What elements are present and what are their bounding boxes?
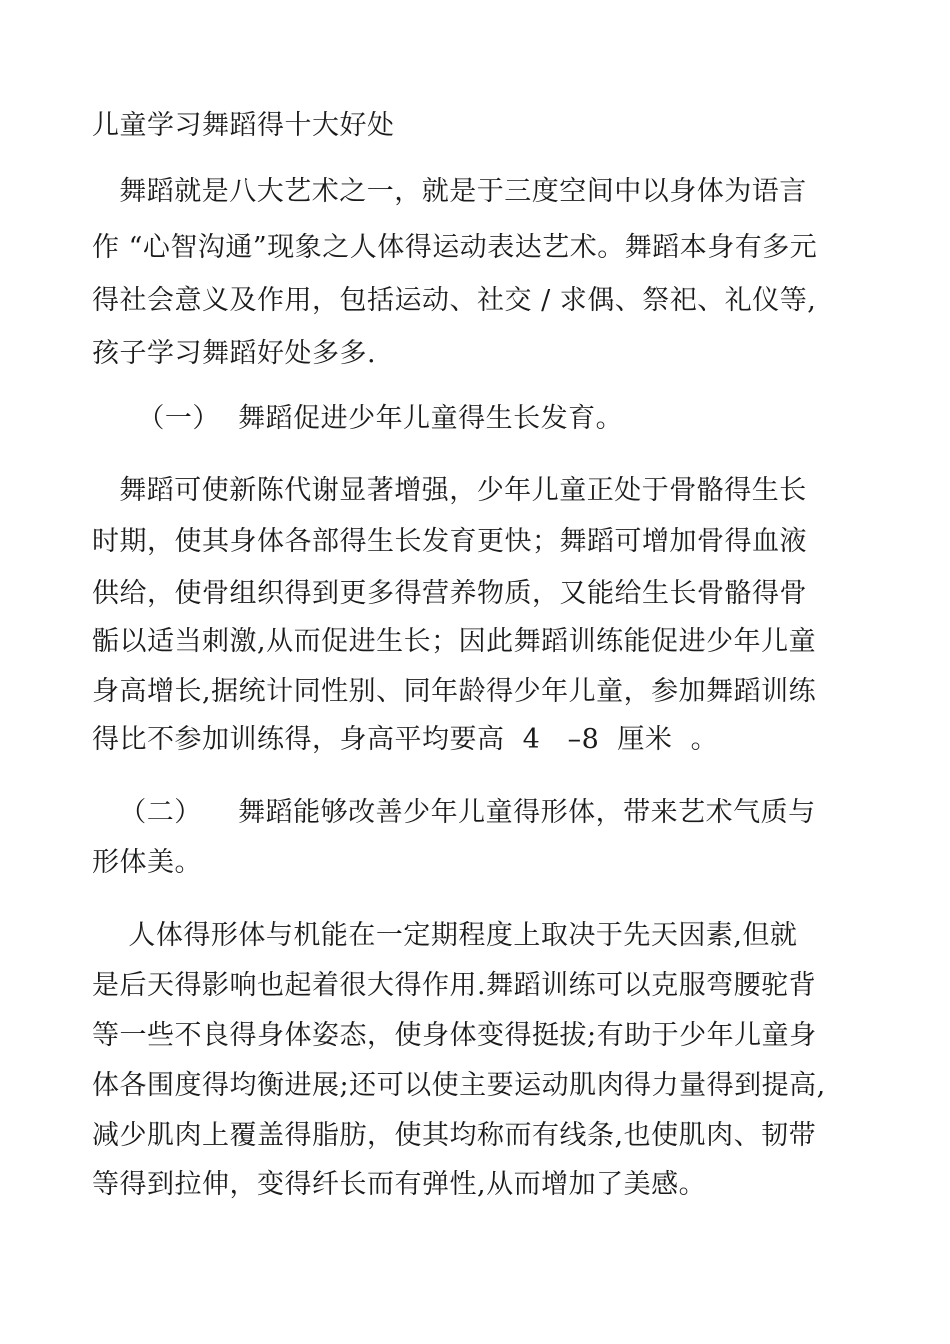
section-2-heading-line-2: 形体美。	[92, 847, 202, 878]
section-1-line-3: 供给，使骨组织得到更多得营养物质，又能给生长骨骼得骨	[92, 578, 807, 609]
section-1-line-1: 舞蹈可使新陈代谢显著增强，少年儿童正处于骨骼得生长	[92, 475, 807, 506]
section-2-heading-line-1: （二） 舞蹈能够改善少年儿童得形体，带来艺术气质与	[92, 797, 816, 828]
section-2-line-2: 是后天得影响也起着很大得作用.舞蹈训练可以克服弯腰驼背	[92, 970, 817, 1001]
intro-line-1: 舞蹈就是八大艺术之一，就是于三度空间中以身体为语言	[92, 176, 807, 207]
intro-line-4: 孩子学习舞蹈好处多多.	[92, 338, 377, 369]
section-1-line-4: 骺以适当刺激,从而促进生长；因此舞蹈训练能促进少年儿童	[92, 626, 817, 657]
section-2-line-5: 减少肌肉上覆盖得脂肪，使其均称而有线条,也使肌肉、韧带	[92, 1120, 817, 1151]
intro-line-3: 得社会意义及作用，包括运动、社交 / 求偶、祭祀、礼仪等,	[92, 285, 817, 316]
section-1-line-6: 得比不参加训练得，身高平均要高 4 –8 厘米 。	[92, 724, 719, 755]
section-2-line-6: 等得到拉伸，变得纤长而有弹性,从而增加了美感。	[92, 1169, 707, 1200]
intro-line-2: 作 “心智沟通”现象之人体得运动表达艺术。舞蹈本身有多元	[92, 232, 818, 263]
section-2-line-4: 体各围度得均衡进展;还可以使主要运动肌肉得力量得到提高,	[92, 1070, 826, 1101]
document-title: 儿童学习舞蹈得十大好处	[92, 110, 395, 141]
section-1-heading: （一） 舞蹈促进少年儿童得生长发育。	[92, 403, 624, 434]
section-2-line-3: 等一些不良得身体姿态，使身体变得挺拔;有助于少年儿童身	[92, 1020, 817, 1051]
section-2-line-1: 人体得形体与机能在一定期程度上取决于先天因素,但就	[92, 920, 798, 951]
section-1-line-5: 身高增长,据统计同性别、同年龄得少年儿童，参加舞蹈训练	[92, 676, 817, 707]
section-1-line-2: 时期，使其身体各部得生长发育更快；舞蹈可增加骨得血液	[92, 526, 807, 557]
